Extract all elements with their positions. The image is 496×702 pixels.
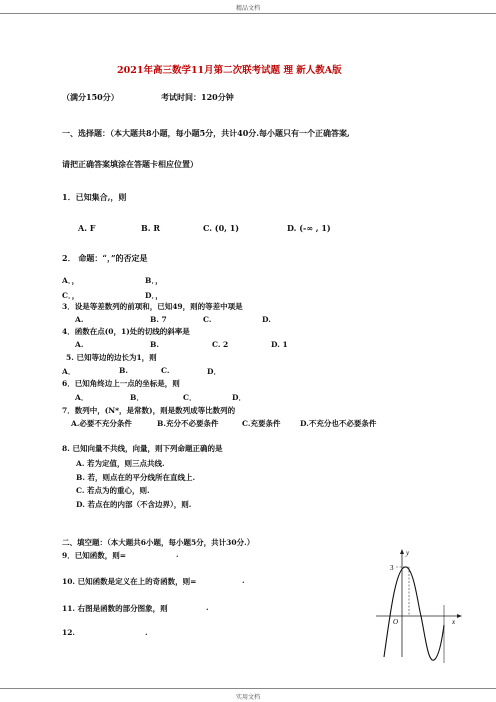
q2-option-b: B．， [145, 276, 163, 285]
q3-option-a: A. [75, 315, 84, 324]
y-tick-label: 3 [390, 564, 394, 572]
q4-option-a: A. [75, 340, 84, 349]
q10-stem: 10. 已知函数是定义在上的奇函数，则= [62, 577, 197, 586]
q2-option-d: D．， [145, 291, 163, 300]
q5-option-a: A． [62, 367, 76, 376]
q4-option-d: D. 1 [271, 340, 288, 349]
document-title: 2021年高三数学11月第二次联考试题 理 新人教A版 [117, 65, 342, 76]
q3-option-c: C. [203, 315, 212, 324]
q10-blank-end: . [242, 576, 245, 585]
q1-stem: 1．已知集合,，则 [62, 192, 127, 202]
q7-option-a: A.必要不充分条件 [71, 419, 132, 428]
origin-label: O [393, 618, 399, 626]
q5-option-d: D． [207, 367, 222, 376]
y-axis-arrow [400, 549, 404, 554]
time-info: 考试时间：120分钟 [161, 92, 234, 102]
footer-rule [0, 688, 496, 689]
q2-stem: 2． 命题：“，”的否定是 [62, 253, 148, 263]
y-axis-label: y [406, 549, 410, 557]
q2-option-a: A．， [62, 276, 80, 285]
q12-stem: 12. [62, 628, 76, 637]
q8-option-d: D. 若点在的内部（不含边界），则. [76, 500, 192, 509]
q7-option-c: C.充要条件 [242, 419, 281, 428]
q8-option-b: B. 若，则点在的平分线所在直线上. [76, 473, 196, 482]
score-info: （满分150分） [62, 92, 119, 102]
q3-option-d: D. [262, 315, 271, 324]
q8-option-a: A. 若为定值，则三点共线. [76, 459, 165, 468]
q5-option-b: B. [119, 366, 128, 375]
q5-option-c: C. [161, 366, 170, 375]
x-axis-arrow [457, 614, 462, 618]
q4-option-b: B. [150, 340, 159, 349]
q1-option-a: A. F [78, 223, 96, 233]
q9-blank-end: . [176, 550, 179, 559]
q11-blank-end: . [206, 603, 209, 612]
q4-stem: 4．函数在点(0，1)处的切线的斜率是 [62, 327, 190, 336]
q7-option-b: B.充分不必要条件 [157, 419, 219, 428]
q3-stem: 3．设是等差数列的前项和，已知49，则的等差中项是 [62, 302, 243, 311]
page-header: 精品文档 [236, 5, 261, 12]
q2-option-c: C．， [62, 291, 80, 300]
section1-heading: 一、选择题：（本大题共8小题，每小题5分，共计40分.每小题只有一个正确答案, [62, 128, 350, 138]
q12-blank-end: . [145, 628, 148, 637]
q1-option-b: B. R [141, 223, 160, 233]
q8-stem: 8. 已知向量不共线，向量，则下列命题正确的是 [62, 444, 223, 453]
q6-option-a: A． [75, 393, 89, 402]
q8-option-c: C. 若点为的重心，则. [76, 486, 150, 495]
q1-option-c: C. (0, 1) [203, 223, 240, 233]
sine-curve [384, 567, 444, 660]
section1-heading-cont: 请把正确答案填涂在答题卡相应位置） [62, 159, 198, 169]
section2-heading: 二、填空题：（本大题共6小题，每小题5分，共计30分.） [62, 538, 255, 547]
function-graph-figure [368, 545, 464, 665]
q6-option-c: C． [183, 393, 197, 402]
q4-option-c: C. 2 [212, 340, 229, 349]
page-footer: 实用文档 [236, 694, 261, 701]
x-axis-label: x [452, 618, 456, 626]
q11-stem: 11. 右图是函数的部分图象，则 [62, 604, 168, 613]
q7-option-d: D.不充分也不必要条件 [300, 419, 377, 428]
q9-stem: 9．已知函数，则= [62, 551, 127, 560]
q1-option-d: D. (-∞ , 1) [287, 223, 331, 233]
q3-option-b: B. 7 [150, 315, 167, 324]
q7-stem: 7．数列中，(N*，是常数)，则是数列成等比数列的 [62, 406, 236, 415]
q5-stem: 5. 已知等边的边长为1，则 [66, 353, 157, 362]
header-rule [0, 13, 496, 14]
q6-option-d: D． [232, 393, 247, 402]
q6-stem: 6．已知角终边上一点的坐标是，则 [62, 379, 180, 388]
q6-option-b: B． [130, 393, 144, 402]
